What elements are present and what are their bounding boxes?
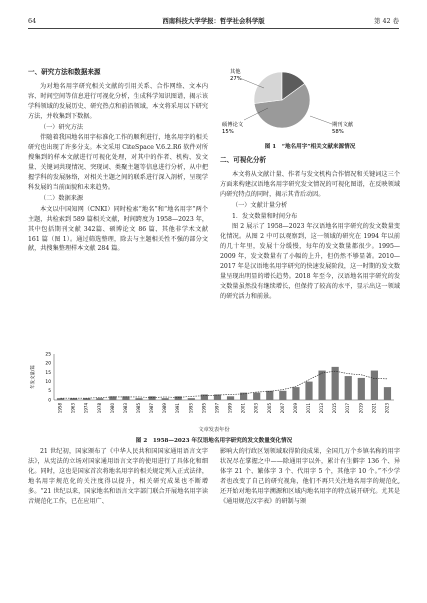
- bar: [345, 376, 352, 400]
- figure-1-caption: 图 1 “地名用字”相关文献来源情况: [264, 144, 356, 150]
- x-tick-label: 1980: [109, 403, 115, 414]
- bar: [253, 393, 260, 400]
- methods-intro: 为对地名用字研究相关文献的引用关系、合作网络、文本内容、时间空间等信息进行可视化分析，生成科学知识图谱，揭示该学科领域的发展历史、研究热点和前沿领域，本文将采用以下研究方法，并收集到下数据。: [28, 82, 208, 120]
- x-tick-label: 2023: [384, 403, 390, 414]
- pie-slice: [254, 72, 282, 104]
- pie-label-journal-pct: 58%: [332, 129, 344, 135]
- subheading-methods: （一）研究方法: [40, 123, 83, 131]
- x-tick-label: 1999: [227, 403, 233, 414]
- bar: [175, 396, 182, 400]
- subheading-publication-count: 1．发文数量和时间分布: [232, 212, 298, 220]
- bar-chart: [28, 348, 400, 424]
- figure-2-caption: 图 2 1958—2023 年汉语地名用字研究的发文数量变化情况: [135, 438, 293, 444]
- publication-count-paragraph: 图 2 展示了 1958—2023 年汉语地名用字研究的发文数量变化情况。从图 2 中可以观察到，这一领域的研究在 1994 年以前的几十年里，发展十分缓慢，每年的发文数量都很少。1995—2009 年，发文数量有了小幅的上升，但仍然不够显著。2010—2017 年是汉语地名用字研究的快速发展阶段，这一时期的发文数量呈现出明显的增长趋势。2018 年至今，汉语地名用字研究的发文数量虽然没有继续增长，但保持了较高的水平，显示出这一领域的研究活力和前景。: [220, 223, 400, 300]
- y-tick-label: 5: [48, 389, 51, 395]
- pie-label-thesis: 硕博论文: [222, 122, 244, 128]
- pie-label-journal: 期刊文献: [332, 122, 354, 128]
- bar: [162, 398, 169, 400]
- x-tick-label: 2001: [240, 403, 246, 414]
- volume-number: 第 42 卷: [374, 17, 399, 25]
- x-tick-label: 2017: [345, 403, 351, 414]
- x-tick-label: 2013: [319, 403, 325, 414]
- figure-2-xlabel: 文章发表年份: [198, 427, 230, 433]
- bottom-left-paragraph: 21 世纪初，国家颁布了《中华人民共和国国家通用语言文字法》，从宪法的立场对国家通用语言文字的使用进行了具体化和细化。同时，这也是国家首次将地名用字的相关规定列入正式法律，地名用字规范化的关注度得以提升，相关研究成果也不断增多。“21 世纪以来，国家地名和语言文字部门联合开展地名用字读音规范化工作，已在应用广、: [28, 448, 208, 505]
- x-tick-label: 2009: [292, 403, 298, 414]
- pie-label-other: 其他: [230, 69, 241, 75]
- pie-label-other-pct: 27%: [230, 76, 242, 82]
- bar: [318, 371, 325, 400]
- x-tick-label: 1987: [149, 403, 155, 414]
- bar: [135, 398, 142, 400]
- data-source-paragraph: 本文以中国知网（CNKI）同时检索“地名”和“地名用字”两个主题，共检索到 589 篇相关文献，时间跨度为 1958—2023 年，其中包括期刊文献 342篇、硕博论文 86 篇、其他非学术文献 161 篇（图 1）。通过筛选整理，除去与主题相关性不强的部分文献，共搜集整理样本文献 284 篇。: [28, 205, 208, 253]
- bar: [384, 387, 391, 400]
- x-tick-label: 1974: [83, 403, 89, 414]
- bar: [305, 382, 312, 400]
- figure-1: [220, 64, 400, 150]
- pie-chart: [220, 64, 400, 136]
- journal-title: 西南科技大学学报：哲学社会科学版: [162, 17, 265, 25]
- bar: [227, 396, 234, 400]
- x-tick-label: 1958: [57, 403, 63, 414]
- pie-label-thesis-pct: 15%: [222, 129, 234, 135]
- x-tick-label: 2003: [253, 403, 259, 414]
- x-tick-label: 2011: [306, 403, 311, 414]
- y-tick-label: 25: [45, 352, 51, 358]
- x-tick-label: 2015: [332, 403, 338, 414]
- subheading-data-source: （二）数据来源: [40, 194, 83, 202]
- x-tick-label: 1993: [188, 403, 194, 414]
- x-tick-label: 2007: [279, 403, 285, 414]
- page-number: 64: [28, 17, 37, 25]
- bar: [188, 398, 195, 400]
- x-tick-label: 1991: [175, 403, 181, 414]
- y-tick-label: 0: [48, 398, 51, 404]
- x-tick-label: 1985: [136, 403, 141, 414]
- bar: [266, 391, 273, 400]
- bar: [358, 378, 365, 400]
- x-tick-label: 2019: [358, 403, 364, 414]
- section-heading-visualization: 二、可视化分析: [220, 156, 267, 164]
- bottom-left-column: [28, 447, 208, 506]
- y-tick-label: 20: [45, 361, 51, 367]
- bar: [201, 394, 208, 400]
- subheading-bibliometric: （一）文献计量分析: [232, 201, 288, 209]
- x-tick-label: 1989: [162, 403, 168, 414]
- running-header: [28, 16, 399, 29]
- x-tick-label: 1997: [214, 403, 220, 414]
- bar: [109, 396, 116, 400]
- right-column: [220, 150, 400, 302]
- bar: [96, 398, 103, 400]
- visualization-intro: 本文将从文献计量、作者与发文机构合作情况和关键词这三个方面来构建汉语地名用字研究发文情况的可视化图谱，在反映领域内研究特点的同时，揭示其背后动因。: [220, 170, 400, 198]
- bar: [371, 371, 378, 400]
- bar: [292, 387, 299, 400]
- left-column: [28, 62, 208, 254]
- x-tick-label: 1963: [70, 403, 76, 414]
- section-heading-methods: 一、研究方法和数据来源: [28, 68, 101, 76]
- y-tick-label: 15: [45, 370, 51, 376]
- x-tick-label: 2021: [371, 403, 377, 414]
- x-tick-label: 1983: [122, 403, 128, 414]
- bar: [148, 396, 155, 400]
- figure-2: [28, 348, 400, 424]
- bottom-right-paragraph: 影响大的行政区划领域取得阶段成果，全国几万个乡镇名称的用字状况尽在掌握之中——除通用字以外，累计有生僻字 136 个、异体字 21 个、繁体字 3 个、代用字 5 个，其他字 10 个。”不少学者也改变了自己的研究视角，他们不再只关注地名用字的规范化,还开始对地名用字溯源和区域内地名用字的特点展开研究。尤其是《通用规范汉字表》的研制与颁: [220, 448, 400, 505]
- x-tick-label: 1978: [96, 403, 102, 414]
- bar: [214, 394, 221, 400]
- x-tick-label: 2005: [266, 403, 272, 414]
- y-axis-label: 年发文量/篇: [31, 365, 36, 389]
- methods-paragraph: 伴随着我国地名用字标准化工作的顺利进行，地名用字的相关研究也出现了许多分支。本文采用 CiteSpace V.6.2.R6 软件对所搜集到的样本文献进行可视化处理，对其中的作者、机构、发文量、关键词共现情况、突现词、类聚主题等信息进行分析，从中把握学科的发展脉络，对相关主题之间的联系进行深入剖析，呈现学科发展的当前面貌和未来趋势。: [28, 134, 208, 191]
- y-tick-label: 10: [45, 380, 51, 385]
- x-tick-label: 1995: [201, 403, 207, 414]
- bottom-right-column: [220, 447, 400, 506]
- bar: [279, 391, 286, 400]
